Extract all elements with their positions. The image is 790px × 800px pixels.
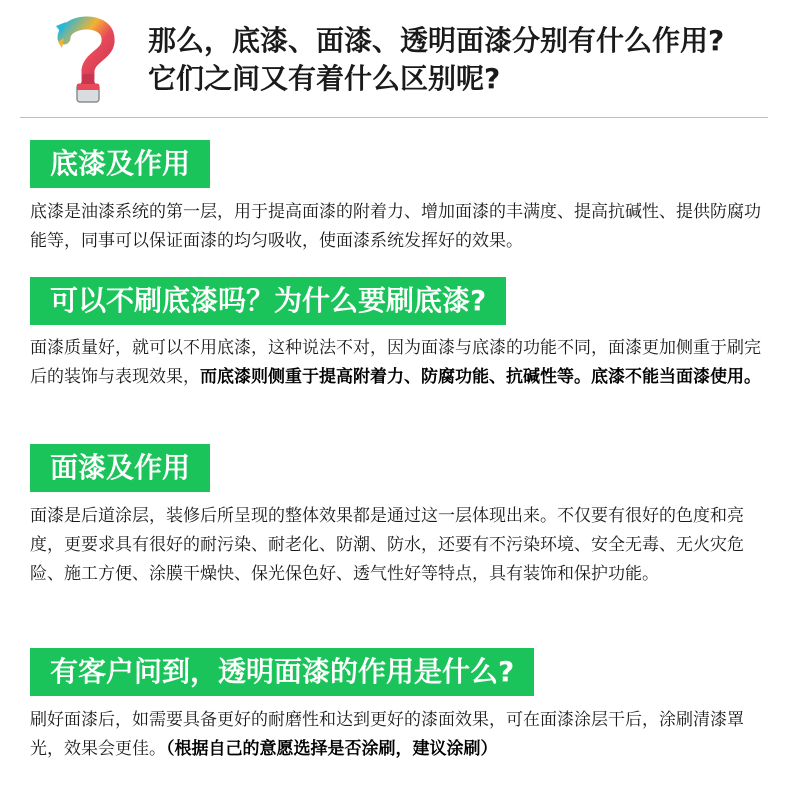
section-text-emphasis: 而底漆则侧重于提高附着力、防腐功能、抗碱性等。底漆不能当面漆使用。 <box>200 367 761 387</box>
section-text-clear-topcoat <box>30 706 772 764</box>
section-heading-skip-primer: 可以不刷底漆吗？为什么要刷底漆? <box>30 277 506 325</box>
header-divider <box>20 117 768 118</box>
section-text-skip-primer <box>30 334 772 392</box>
section-text-normal: 刷好面漆后，如需要具备更好的耐磨性和达到更好的漆面效果，可在面漆涂层干后，涂刷清漆罩光，效果会更佳。 <box>30 710 744 759</box>
header <box>0 0 790 118</box>
section-heading-clear-topcoat: 有客户问到，透明面漆的作用是什么? <box>30 648 534 696</box>
question-mark-paint-icon <box>50 12 120 108</box>
section-text-normal: 面漆质量好，就可以不用底漆，这种说法不对，因为面漆与底漆的功能不同，面漆更加侧重于刷完后的装饰与表现效果， <box>30 338 761 387</box>
title-line-2: 它们之间又有着什么区别呢? <box>148 62 501 95</box>
section-text-topcoat: 面漆是后道涂层，装修后所呈现的整体效果都是通过这一层体现出来。不仅要有很好的色度和亮度，更要求具有很好的耐污染、耐老化、防潮、防水，还要有不污染环境、安全无毒、无火灾危险、施工方便、涂膜干燥快、保光保色好、透气性好等特点，具有装饰和保护功能。 <box>30 506 744 584</box>
title-line-1: 那么，底漆、面漆、透明面漆分别有什么作用? <box>148 24 725 57</box>
section-text-emphasis: （根据自己的意愿选择是否涂刷，建议涂刷） <box>166 739 498 759</box>
page-title <box>148 22 778 98</box>
section-heading-primer: 底漆及作用 <box>30 140 210 188</box>
section-text-primer: 底漆是油漆系统的第一层，用于提高面漆的附着力、增加面漆的丰满度、提高抗碱性、提供防腐功能等，同事可以保证面漆的均匀吸收，使面漆系统发挥好的效果。 <box>30 202 761 251</box>
section-heading-topcoat: 面漆及作用 <box>30 444 210 492</box>
